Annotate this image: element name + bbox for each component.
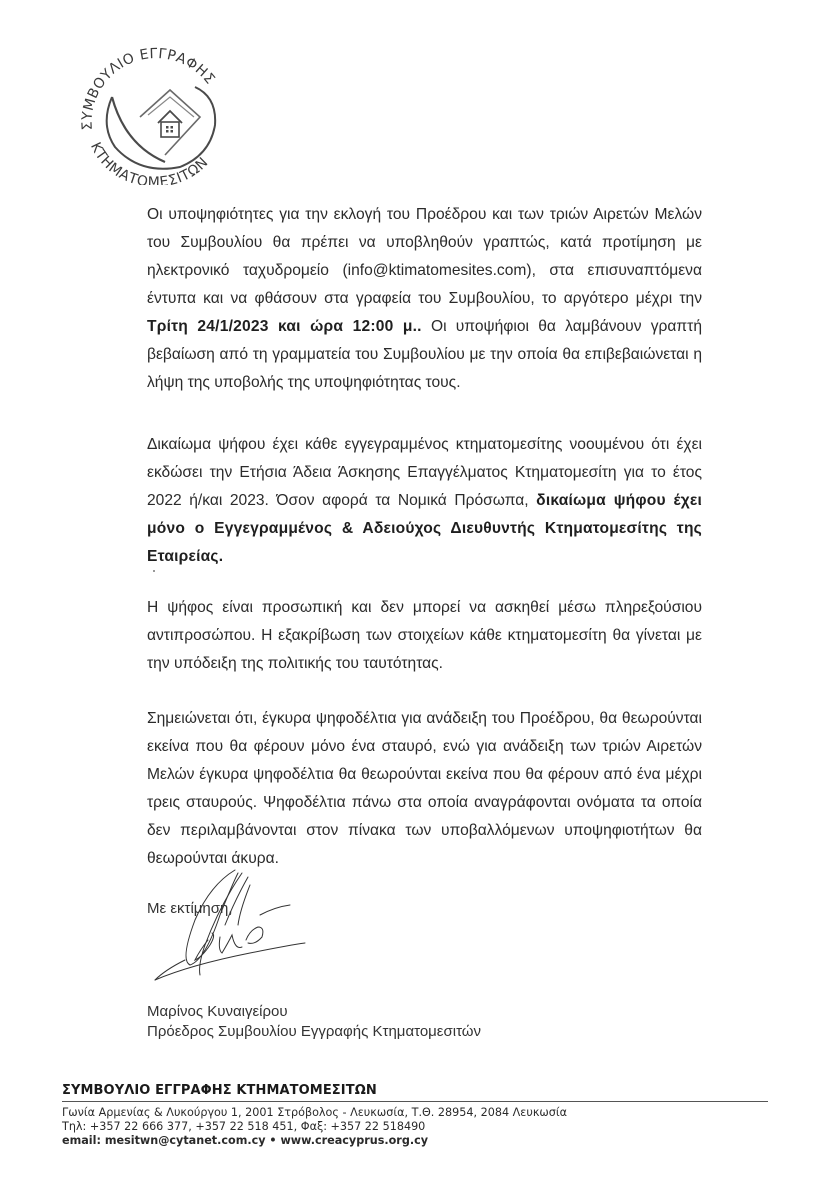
footer-org-name: ΣΥΜΒΟΥΛΙΟ ΕΓΓΡΑΦΗΣ ΚΤΗΜΑΤΟΜΕΣΙΤΩΝ <box>62 1083 377 1098</box>
council-logo <box>70 35 240 185</box>
paragraph-text: Η ψήφος είναι προσωπική και δεν μπορεί να ασκηθεί μέσω πληρεξούσιου αντιπροσώπου. Η εξακρίβωση των στοιχείων κάθε κτηματομεσίτη θα γίνεται με την υπόδειξη της πολιτικής του ταυτότητας. <box>147 599 702 672</box>
stray-mark <box>153 570 155 572</box>
logo-arc-text-bottom: ΚΤΗΜΑΤΟΜΕΣΙΤΩΝ <box>87 139 212 185</box>
footer-email-website: email: mesitwn@cytanet.com.cy • www.creacyprus.org.cy <box>62 1134 429 1147</box>
signer-name: Μαρίνος Κυναιγείρου <box>147 1003 288 1020</box>
svg-text:ΚΤΗΜΑΤΟΜΕΣΙΤΩΝ <box>87 140 212 185</box>
paragraph-text: Σημειώνεται ότι, έγκυρα ψηφοδέλτια για ανάδειξη του Προέδρου, θα θεωρούνται εκείνα που θα φέρουν μόνο ένα σταυρό, ενώ για ανάδειξη των τριών Αιρετών Μελών έγκυρα ψηφοδέλτια θα θεωρούνται εκείνα που θα φέρουν από ένα μέχρι τρεις σταυρούς. Ψηφοδέλτια πάνω στα οποία αναγράφονται ονόματα τα οποία δεν περιλαμβάνονται στον πίνακα των υποβαλλόμενων υποψηφιοτήτων θα θεωρούνται άκυρα. <box>147 710 702 867</box>
house-in-diamond-logo-icon <box>70 35 240 185</box>
closing-salutation: Με εκτίμηση, <box>147 900 233 917</box>
paragraph-candidacy-submission <box>147 201 702 397</box>
paragraph-voting-right <box>147 431 702 571</box>
logo-arc-text-top: ΣΥΜΒΟΥΛΙΟ ΕΓΓΡΑΦΗΣ <box>79 45 218 131</box>
footer-phones: Τηλ: +357 22 666 377, +357 22 518 451, Φαξ: +357 22 518490 <box>62 1120 426 1133</box>
signature <box>150 865 310 990</box>
footer-divider <box>62 1101 768 1102</box>
signer-title: Πρόεδρος Συμβουλίου Εγγραφής Κτηματομεσιτών <box>147 1023 482 1040</box>
paragraph-valid-ballots <box>147 705 702 873</box>
footer-address: Γωνία Αρμενίας & Λυκούργου 1, 2001 Στρόβολος - Λευκωσία, Τ.Θ. 28954, 2084 Λευκωσία <box>62 1106 568 1119</box>
deadline-bold-text: Τρίτη 24/1/2023 και ώρα 12:00 μ.. <box>147 318 422 335</box>
paragraph-text: Οι υποψηφιότητες για την εκλογή του Προέδρου και των τριών Αιρετών Μελών του Συμβουλίου θα πρέπει να υποβληθούν γραπτώς, κατά προτίμηση με ηλεκτρονικό ταχυδρομείο (info@ktimatomesites.com), στα επισυναπτόμενα έντυπα και να φθάσουν στα γραφεία του Συμβουλίου, το αργότερο μέχρι την Τρίτη 24/1/2023 και ώρα 12:00 μ.. Οι υποψήφιοι θα λαμβάνουν γραπτή βεβαίωση από τη γραμματεία του Συμβουλίου με την οποία θα επιβεβαιώνεται η λήψη της υποβολής της υποψηφιότητας τους. <box>147 206 703 391</box>
paragraph-text: Δικαίωμα ψήφου έχει κάθε εγγεγραμμένος κτηματομεσίτης νοουμένου ότι έχει εκδώσει την Ετήσια Άδεια Άσκησης Επαγγέλματος Κτηματομεσίτη για το έτος 2022 ή/και 2023. Όσον αφορά τα Νομικά Πρόσωπα, δικαίωμα ψήφου έχει μόνο ο Εγγεγραμμένος & Αδειούχος Διευθυντής Κτηματομεσίτης της Εταιρείας. <box>147 436 703 565</box>
legal-entities-bold-text: δικαίωμα ψήφου έχει μόνο ο Εγγεγραμμένος & Αδειούχος Διευθυντής Κτηματομεσίτης της Εταιρείας. <box>147 492 703 565</box>
letterhead-footer <box>62 1083 772 1148</box>
signer-block <box>147 1002 481 1042</box>
handwritten-signature-icon <box>150 865 310 990</box>
paragraph-personal-vote <box>147 594 702 678</box>
